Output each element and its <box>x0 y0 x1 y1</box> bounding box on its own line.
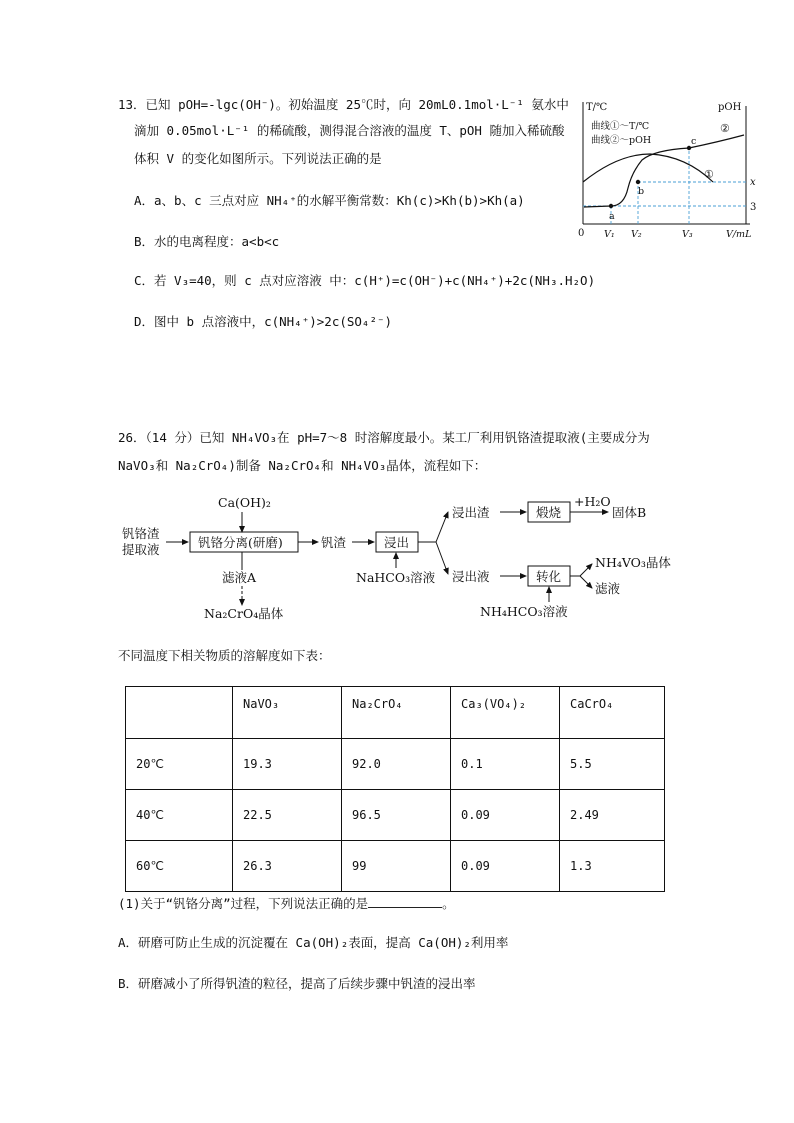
leach-liquid-label: 浸出液 <box>452 569 490 584</box>
origin-label: 0 <box>578 228 585 239</box>
table-header-cell <box>126 687 233 739</box>
legend-2: 曲线②～pOH <box>591 135 652 146</box>
table-cell: 96.5 <box>342 790 451 841</box>
answer-blank[interactable] <box>368 897 442 908</box>
curve-2-tag: ② <box>720 122 730 135</box>
point-b-dot <box>636 180 640 184</box>
calcine-box-label: 煅烧 <box>536 505 562 520</box>
table-cell: 60℃ <box>126 841 233 892</box>
table-header-cell: CaCrO₄ <box>560 687 665 739</box>
q13-option-d: D．图中 b 点溶液中，c(NH₄⁺)>2c(SO₄²⁻) <box>134 314 393 329</box>
nh4hco3-solution-label: NH₄HCO₃溶液 <box>480 604 568 619</box>
table-cell: 2.49 <box>560 790 665 841</box>
table-cell: 40℃ <box>126 790 233 841</box>
table-row <box>126 841 665 892</box>
table-cell: 5.5 <box>560 739 665 790</box>
point-b-label: b <box>638 186 645 197</box>
leach-residue-label: 浸出渣 <box>452 505 490 520</box>
x-axis-label: V/mL <box>726 229 752 240</box>
filtrate-a-label: 滤液A <box>222 570 257 585</box>
solid-b-label: 固体B <box>612 505 647 520</box>
table-row <box>126 790 665 841</box>
table-cell: 1.3 <box>560 841 665 892</box>
table-cell: 22.5 <box>233 790 342 841</box>
point-a-label: a <box>609 211 615 222</box>
table-row <box>126 739 665 790</box>
y-left-label: T/℃ <box>586 102 608 113</box>
table-cell: 0.09 <box>451 841 560 892</box>
table-cell: 20℃ <box>126 739 233 790</box>
q13-stem-line-2: 滴加 0.05mol·L⁻¹ 的稀硫酸，测得混合溶液的温度 T、pOH 随加入稀硫酸 <box>134 123 565 138</box>
separation-box-label: 钒铬分离(研磨) <box>198 535 283 550</box>
nahco3-solution-label: NaHCO₃溶液 <box>356 570 436 585</box>
table-cell: 0.1 <box>451 739 560 790</box>
plus-water-label: +H₂O <box>574 494 611 509</box>
y-right-label: pOH <box>718 102 742 113</box>
q13-stem-line-1: 13．已知 pOH=-lgc(OH⁻)。初始温度 25℃时，向 20mL0.1mol·L⁻¹ 氨水中 <box>118 97 569 112</box>
nh4vo3-crystal-label: NH₄VO₃晶体 <box>595 555 671 570</box>
x-tick-v1: V₁ <box>604 229 615 240</box>
feed-line-1: 钒铬渣 <box>122 526 160 541</box>
q26-stem-line-2: NaVO₃和 Na₂CrO₄)制备 Na₂CrO₄和 NH₄VO₃晶体，流程如下： <box>118 458 487 473</box>
x-tick-v2: V₂ <box>631 229 642 240</box>
solubility-table <box>125 686 665 892</box>
table-cell: 99 <box>342 841 451 892</box>
filtrate-label: 滤液 <box>595 581 621 596</box>
q26-stem-line-1: 26．（14 分）已知 NH₄VO₃在 pH=7～8 时溶解度最小。某工厂利用钒铬渣提取液(主要成分为 <box>118 430 650 445</box>
table-header-row <box>126 687 665 739</box>
q13-option-a: A．a、b、c 三点对应 NH₄⁺的水解平衡常数：Kh(c)>Kh(b)>Kh(a) <box>134 193 525 208</box>
q26-option-b: B．研磨减小了所得钒渣的粒径，提高了后续步骤中钒渣的浸出率 <box>118 976 476 991</box>
table-header-cell: NaVO₃ <box>233 687 342 739</box>
table-header-cell: Na₂CrO₄ <box>342 687 451 739</box>
table-cell: 19.3 <box>233 739 342 790</box>
table-cell: 26.3 <box>233 841 342 892</box>
vanadium-slag-label: 钒渣 <box>321 535 347 550</box>
na2cro4-crystal-label: Na₂CrO₄晶体 <box>204 606 284 621</box>
q26-sub-1-suffix: 。 <box>442 896 455 911</box>
curve-1-temperature <box>583 154 713 182</box>
q13-graph <box>578 96 764 242</box>
q26-sub-1 <box>118 897 455 911</box>
feed-line-2: 提取液 <box>122 542 160 557</box>
right-tick-x: x <box>750 177 756 188</box>
q13-option-c: C．若 V₃=40，则 c 点对应溶液 中：c(H⁺)=c(OH⁻)+c(NH₄⁺)+2c(NH₃.H₂O) <box>134 273 596 288</box>
guide-lines <box>583 148 746 224</box>
flow-diagram <box>118 490 698 625</box>
q26-option-a: A．研磨可防止生成的沉淀覆在 Ca(OH)₂表面，提高 Ca(OH)₂利用率 <box>118 935 509 950</box>
q26-sub-1-text: (1)关于“钒铬分离”过程，下列说法正确的是 <box>118 896 369 911</box>
q13-option-b: B．水的电离程度：a<b<c <box>134 234 280 249</box>
x-tick-v3: V₃ <box>682 229 693 240</box>
table-intro: 不同温度下相关物质的溶解度如下表： <box>118 648 331 663</box>
curve-1-tag: ① <box>704 168 714 181</box>
table-cell: 0.09 <box>451 790 560 841</box>
convert-box-label: 转化 <box>536 569 562 584</box>
table-cell: 92.0 <box>342 739 451 790</box>
point-a-dot <box>609 204 613 208</box>
legend-1: 曲线①～T/℃ <box>591 121 650 132</box>
right-tick-3: 3 <box>750 202 757 213</box>
table-header-cell: Ca₃(VO₄)₂ <box>451 687 560 739</box>
point-c-label: c <box>691 136 697 147</box>
q13-stem-line-3: 体积 V 的变化如图所示。下列说法正确的是 <box>134 151 382 166</box>
leach-box-label: 浸出 <box>384 535 410 550</box>
caoh2-label: Ca(OH)₂ <box>218 495 271 510</box>
